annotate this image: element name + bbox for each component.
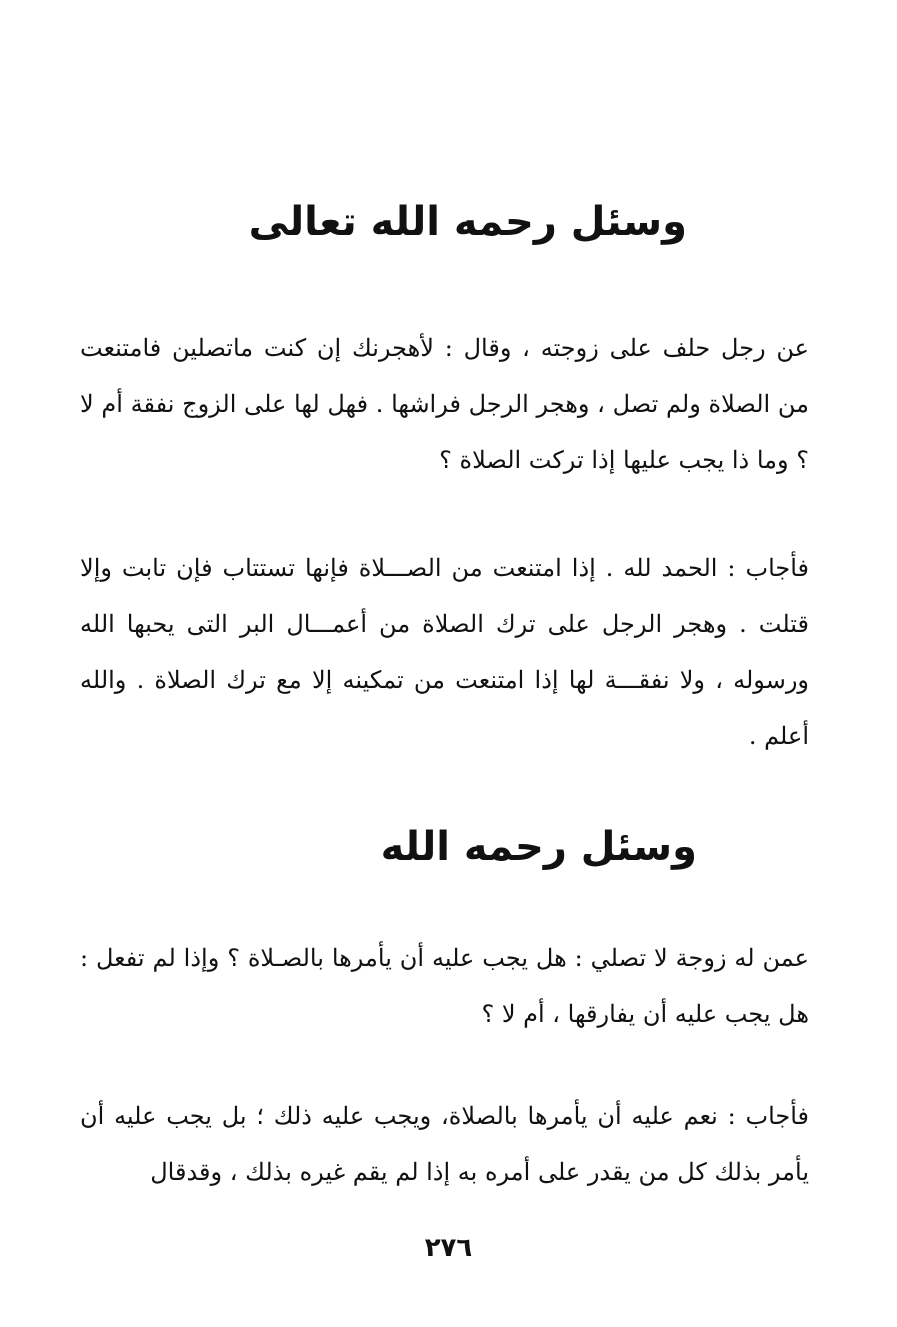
section-heading: وسئل رحمه الله [380, 824, 697, 870]
question-paragraph: عمن له زوجة لا تصلي : هل يجب عليه أن يأمرها بالصـلاة ؟ وإذا لم تفعل : هل يجب عليه أن يفارقها ، أم لا ؟ [80, 944, 809, 1028]
page-number: ٢٧٦ [424, 1233, 473, 1263]
answer-paragraph: فأجاب : نعم عليه أن يأمرها بالصلاة، ويجب عليه ذلك ؛ بل يجب عليه أن يأمر بذلك كل من يقدر على أمره به إذا لم يقم غيره بذلك ، وقدقال [80, 1102, 809, 1186]
section-heading: وسئل رحمه الله تعالى [248, 199, 687, 245]
answer-paragraph: فأجاب : الحمد لله . إذا امتنعت من الصـــلاة فإنها تستتاب فإن تابت وإلا قتلت . وهجر الرجل على ترك الصلاة من أعمـــال البر التى يحبها الله ورسوله ، ولا نفقـــة لها إذا امتنعت من تمكينه إلا مع ترك الصلاة . والله أعلم . [80, 554, 809, 750]
question-paragraph: عن رجل حلف على زوجته ، وقال : لأهجرنك إن كنت ماتصلين فامتنعت من الصلاة ولم تصل ، وهجر الرجل فراشها . فهل لها على الزوج نفقة أم لا ؟ وما ذا يجب عليها إذا تركت الصلاة ؟ [80, 334, 809, 474]
